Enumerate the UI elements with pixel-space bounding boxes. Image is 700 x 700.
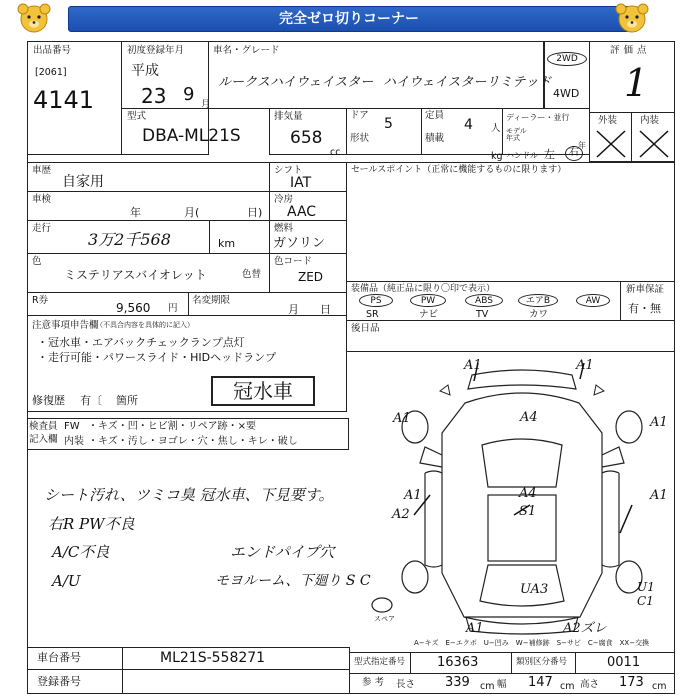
history-label: 車歴 bbox=[32, 165, 52, 176]
handwritten-line1: シート汚れ、ツミコ臭 冠水車、下見要す。 bbox=[44, 486, 334, 504]
diagram-mark-left-mirror: A1 bbox=[404, 488, 422, 503]
handle-left: 左 bbox=[544, 148, 555, 161]
diagram-mark-front-left: A1 bbox=[464, 358, 482, 373]
rear-items-label: 後日品 bbox=[351, 323, 380, 334]
equip-pw: PW bbox=[410, 294, 446, 307]
shape-label: 形状 bbox=[350, 133, 370, 144]
bear-mascot-icon bbox=[612, 2, 652, 36]
chassis-label: 車台番号 bbox=[37, 651, 81, 664]
type-value: 16363 bbox=[437, 655, 479, 670]
spare-label: スペア bbox=[374, 615, 395, 623]
cooling-value: AAC bbox=[287, 204, 317, 220]
capacity-label: 定員 bbox=[425, 110, 445, 121]
shift-value: IAT bbox=[290, 175, 312, 191]
ext-cross-icon bbox=[594, 128, 628, 160]
grade: ハイウェイスターリミテッド bbox=[383, 75, 552, 90]
inspector-ext-items: ・キズ・凹・ヒビ割・リペア跡・×要 bbox=[88, 421, 256, 432]
lot-small: [2061] bbox=[35, 67, 67, 78]
repair-place: 箇所 bbox=[116, 394, 138, 407]
model-year-unit: 年 bbox=[578, 141, 586, 150]
diagram-mark-rear-right-u: U1 bbox=[637, 580, 655, 594]
car-label: 車名・グレード bbox=[213, 45, 280, 56]
mileage-label: 走行 bbox=[32, 223, 52, 234]
score-label: 評価点 bbox=[610, 45, 651, 56]
fuel-value: ガソリン bbox=[273, 236, 326, 251]
shaken-cell bbox=[27, 191, 270, 221]
reg-year: 23 bbox=[141, 84, 167, 108]
reg-month: 9 bbox=[183, 84, 195, 105]
color-code-value: ZED bbox=[298, 270, 324, 284]
drive-2wd: 2WD bbox=[547, 52, 587, 66]
reg-label: 初度登録年月 bbox=[127, 45, 185, 56]
handwritten-line3: A/C不良 bbox=[52, 543, 110, 561]
car-name: ルークスハイウェイスター bbox=[218, 75, 374, 90]
class-value: 0011 bbox=[607, 655, 641, 670]
equip-leather: カワ bbox=[529, 309, 549, 320]
diagram-mark-rear-right-c: C1 bbox=[637, 594, 654, 608]
handwritten-line6: モヨルーム、下廻り S C bbox=[215, 573, 371, 589]
name-change-month: 月 bbox=[288, 303, 299, 316]
handle-label: ハンドル bbox=[506, 151, 538, 160]
width-unit: cm bbox=[560, 681, 575, 692]
recycle-value: 9,560 bbox=[116, 301, 151, 315]
diagram-mark-bonnet: A4 bbox=[520, 410, 538, 425]
ext-label: 外装 bbox=[598, 115, 618, 126]
type-label: 型式指定番号 bbox=[354, 657, 406, 667]
shaken-label: 車検 bbox=[32, 194, 52, 205]
ref-label: 参 考 bbox=[362, 677, 385, 688]
color-label: 色 bbox=[32, 256, 42, 267]
banner bbox=[0, 0, 700, 38]
length-label: 長さ bbox=[396, 679, 416, 690]
door-value: 5 bbox=[384, 116, 393, 132]
repair-label: 修復歴 bbox=[32, 394, 65, 407]
equip-airbag: エアB bbox=[518, 294, 558, 307]
equip-abs: ABS bbox=[465, 294, 503, 307]
model-label: 型式 bbox=[127, 111, 147, 122]
score-value: 1 bbox=[624, 61, 649, 105]
equip-aw: AW bbox=[576, 294, 610, 307]
diagram-mark-front-right: A1 bbox=[576, 358, 594, 373]
equipment-label: 装備品（純正品に限り〇印で表示） bbox=[351, 284, 496, 294]
inspector-label1: 検査員 bbox=[29, 421, 58, 432]
notes-line2: ・走行可能・パワースライド・HIDヘッドランプ bbox=[37, 351, 277, 364]
diagram-mark-rear-left: A1 bbox=[466, 621, 484, 636]
reg-number-value-cell bbox=[122, 669, 350, 694]
shaken-year: 年 bbox=[130, 206, 141, 219]
int-cross-icon bbox=[637, 128, 671, 160]
model-year-label: モデル年式 bbox=[506, 127, 527, 142]
equip-sr: SR bbox=[366, 309, 379, 320]
diagram-legend: A−キズ E−エクボ U−凹み W−補修跡 S−サビ C−腐食 XX−交換 bbox=[414, 639, 650, 647]
width-value: 147 bbox=[528, 675, 553, 690]
chassis-value: ML21S-558271 bbox=[160, 650, 266, 666]
name-change-day: 日 bbox=[320, 303, 331, 316]
mileage-unit: km bbox=[218, 237, 236, 250]
repair-value: 有〔 bbox=[80, 394, 102, 407]
equip-navi: ナビ bbox=[419, 309, 439, 320]
door-label: ドア bbox=[350, 110, 369, 121]
diagram-mark-roof: A4 bbox=[519, 486, 537, 501]
lot-label: 出品番号 bbox=[33, 45, 72, 56]
capacity-unit: 人 bbox=[491, 123, 501, 134]
handwritten-line2: 右R PW不良 bbox=[48, 515, 135, 533]
rear-items-cell bbox=[346, 320, 675, 352]
era: 平成 bbox=[131, 63, 159, 79]
recycle-cell bbox=[27, 292, 189, 316]
cc-label: 排気量 bbox=[274, 111, 303, 122]
cooling-label: 冷房 bbox=[274, 194, 294, 205]
lot-number: 4141 bbox=[33, 86, 95, 114]
height-value: 173 bbox=[619, 675, 644, 690]
height-label: 高さ bbox=[580, 679, 600, 690]
shaken-month: 月( bbox=[184, 206, 200, 219]
inspector-int-title: 内装 bbox=[64, 436, 84, 447]
color-value: ミステリアスバイオレット bbox=[64, 268, 207, 282]
month-unit: 月 bbox=[201, 99, 211, 110]
inspector-label2: 記入欄 bbox=[29, 434, 58, 445]
diagram-mark-right-front: A1 bbox=[650, 415, 668, 430]
height-unit: cm bbox=[652, 681, 667, 692]
handle-right: 右 bbox=[565, 146, 583, 161]
inspector-ext-title: FW bbox=[64, 421, 80, 432]
diagram-mark-roof-rust: S1 bbox=[519, 504, 537, 519]
model-value: DBA-ML21S bbox=[142, 126, 241, 146]
new-car-label: 新車保証 bbox=[626, 284, 665, 295]
drive-4wd: 4WD bbox=[553, 87, 580, 100]
banner-title: 完全ゼロ切りコーナー bbox=[68, 6, 630, 32]
handwritten-line4: エンドパイプ穴 bbox=[230, 543, 335, 561]
recycle-unit: 円 bbox=[168, 303, 178, 314]
color-code-label: 色コード bbox=[274, 256, 313, 267]
length-value: 339 bbox=[445, 675, 470, 690]
fuel-label: 燃料 bbox=[274, 223, 294, 234]
shift-label: シフト bbox=[274, 165, 303, 176]
shaken-day: 日) bbox=[247, 206, 263, 219]
notes-title-note: （不具合内容を具体的に記入） bbox=[96, 321, 194, 329]
new-car-value: 有・無 bbox=[628, 302, 661, 315]
load-unit: kg bbox=[491, 151, 503, 162]
bear-mascot-icon bbox=[14, 2, 54, 36]
color-change-label: 色替 bbox=[242, 269, 262, 280]
sales-point-cell bbox=[346, 162, 675, 282]
name-change-label: 名変期限 bbox=[192, 295, 231, 306]
diagram-mark-right-side: A1 bbox=[650, 488, 668, 503]
width-label: 幅 bbox=[497, 679, 507, 690]
int-label: 内装 bbox=[640, 115, 660, 126]
cc-unit: cc bbox=[330, 147, 341, 158]
load-label: 積載 bbox=[425, 133, 445, 144]
equip-ps: PS bbox=[359, 294, 393, 307]
diagram-mark-rear: UA3 bbox=[520, 582, 549, 597]
sales-point-label: セールスポイント（正常に機能するものに限ります） bbox=[351, 165, 567, 175]
diagram-mark-left-front: A1 bbox=[393, 411, 411, 426]
capacity-value: 4 bbox=[464, 117, 473, 133]
inspector-int-items: ・キズ・汚し・ヨゴレ・穴・焦し・キレ・破し bbox=[88, 436, 298, 447]
flood-stamp: 冠水車 bbox=[211, 376, 315, 406]
diagram-mark-rear-right: A2ズレ bbox=[563, 621, 607, 636]
equip-tv: TV bbox=[476, 309, 489, 320]
handwritten-line5: A/U bbox=[52, 572, 81, 590]
length-unit: cm bbox=[480, 681, 495, 692]
mileage-value: 3万2千568 bbox=[88, 230, 171, 249]
notes-title: 注意事項申告欄 bbox=[32, 320, 99, 331]
diagram-mark-left-side: A2 bbox=[392, 507, 410, 522]
reg-number-label: 登録番号 bbox=[37, 675, 81, 688]
recycle-label: R券 bbox=[32, 295, 49, 306]
notes-line1: ・冠水車・エアバックチェックランプ点灯 bbox=[37, 336, 245, 349]
dealer-label: ディーラー・並行 bbox=[506, 113, 570, 122]
class-label: 類別区分番号 bbox=[516, 657, 568, 667]
cc-value: 658 bbox=[290, 128, 323, 148]
history-value: 自家用 bbox=[62, 174, 104, 190]
